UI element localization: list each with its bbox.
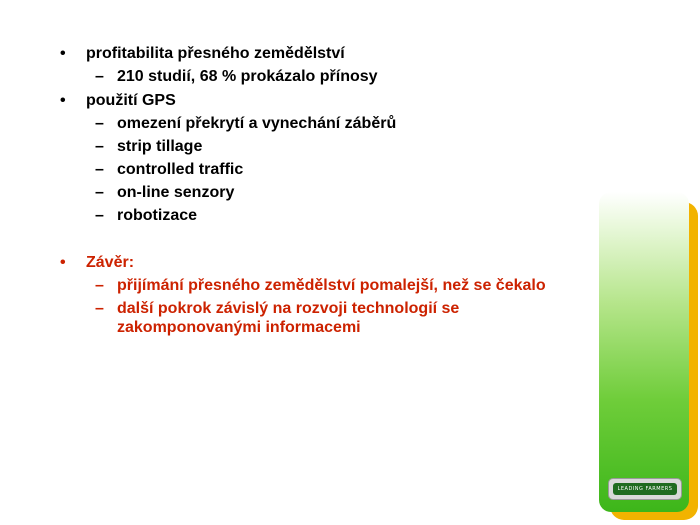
leading-farmers-logo [608, 478, 682, 500]
logo-text: LEADING FARMERS [613, 483, 677, 495]
bullet-dash: – [95, 184, 104, 201]
bullet-dot: • [60, 45, 66, 62]
bullet-dash: – [95, 300, 104, 317]
side-panel [599, 192, 689, 512]
list-subitem-progress-line2: zakomponovanými informacemi [117, 319, 361, 336]
list-subitem-studies: 210 studií, 68 % prokázalo přínosy [117, 68, 378, 85]
list-subitem-overlap: omezení překrytí a vynechání záběrů [117, 115, 397, 132]
bullet-dash: – [95, 115, 104, 132]
list-subitem-controlled-traffic: controlled traffic [117, 161, 244, 178]
list-subitem-progress-line1: další pokrok závislý na rozvoji technologií se [117, 300, 460, 317]
bullet-dash: – [95, 68, 104, 85]
list-subitem-robotization: robotizace [117, 207, 198, 224]
bullet-dash: – [95, 277, 104, 294]
bullet-dot: • [60, 92, 66, 109]
list-subitem-adoption: přijímání přesného zemědělství pomalejší, než se čekalo [117, 277, 546, 294]
list-item-conclusion: Závěr: [86, 254, 135, 271]
bullet-dash: – [95, 161, 104, 178]
list-subitem-online-sensors: on-line senzory [117, 184, 235, 201]
bullet-dash: – [95, 138, 104, 155]
bullet-dash: – [95, 207, 104, 224]
list-item-gps: použití GPS [86, 92, 176, 109]
list-subitem-strip-tillage: strip tillage [117, 138, 203, 155]
list-item-profitability: profitabilita přesného zemědělství [86, 45, 345, 62]
bullet-dot: • [60, 254, 66, 271]
